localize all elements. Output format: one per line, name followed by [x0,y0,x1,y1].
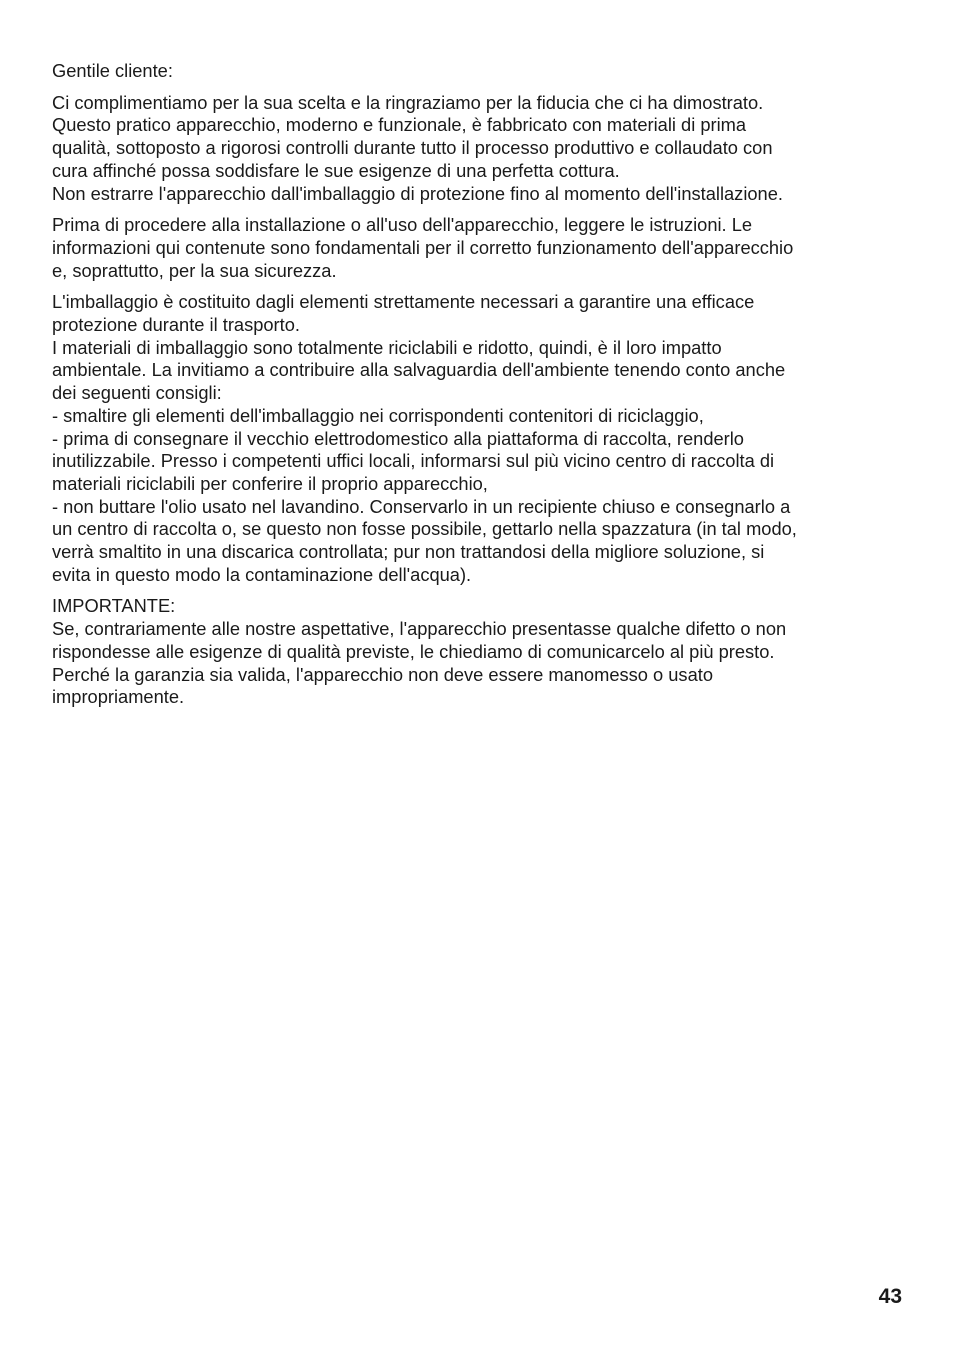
text-line: L'imballaggio è costituito dagli elementi strettamente necessari a garantire una efficace [52,291,755,313]
greeting-paragraph [52,60,912,83]
text-line: materiali riciclabili per conferire il proprio apparecchio, [52,472,488,494]
text-line: qualità, sottoposto a rigorosi controlli durante tutto il processo produttivo e collaudato con [52,137,773,159]
text-line: evita in questo modo la contaminazione dell'acqua). [52,563,472,585]
text-line: Non estrarre l'apparecchio dall'imballaggio di protezione fino al momento dell'installazione. [52,182,783,204]
text-line: Gentile cliente: [52,60,173,81]
text-line: verrà smaltito in una discarica controllata; pur non trattandosi della migliore soluzione, si [52,541,765,563]
text-line: inutilizzabile. Presso i competenti uffici locali, informarsi sul più vicino centro di raccolta di [52,450,775,472]
text-line: - smaltire gli elementi dell'imballaggio nei corrispondenti contenitori di riciclaggio, [52,404,704,426]
text-line: un centro di raccolta o, se questo non fosse possibile, gettarlo nella spazzatura (in tal modo, [52,518,797,540]
intro-paragraph [52,92,912,206]
page-number: 43 [878,1285,902,1308]
text-line: informazioni qui contenute sono fondamentali per il corretto funzionamento dell'apparecchio [52,236,794,258]
text-line: Ci complimentiamo per la sua scelta e la ringraziamo per la fiducia che ci ha dimostrato. [52,91,764,113]
text-line: e, soprattutto, per la sua sicurezza. [52,259,337,281]
important-paragraph [52,595,912,709]
text-line: ambientale. La invitiamo a contribuire alla salvaguardia dell'ambiente tenendo conto anche [52,359,786,381]
instructions-paragraph [52,214,912,282]
text-line: rispondesse alle esigenze di qualità previste, le chiediamo di comunicarcelo al più presto. [52,640,775,662]
text-line: Perché la garanzia sia valida, l'apparecchio non deve essere manomesso o usato [52,663,713,685]
text-line: protezione durante il trasporto. [52,314,300,336]
text-line: impropriamente. [52,686,185,708]
text-line: IMPORTANTE: [52,595,176,617]
text-line: Questo pratico apparecchio, moderno e funzionale, è fabbricato con materiali di prima [52,114,747,136]
text-line: cura affinché possa soddisfare le sue esigenze di una perfetta cottura. [52,159,620,181]
text-line: I materiali di imballaggio sono totalmente riciclabili e ridotto, quindi, è il loro impatto [52,336,722,358]
text-line: Se, contrariamente alle nostre aspettative, l'apparecchio presentasse qualche difetto o non [52,618,787,640]
text-line: - prima di consegnare il vecchio elettrodomestico alla piattaforma di raccolta, renderlo [52,427,744,449]
text-line: Prima di procedere alla installazione o all'uso dell'apparecchio, leggere le istruzioni. Le [52,214,753,236]
packaging-paragraph [52,291,912,586]
text-line: - non buttare l'olio usato nel lavandino. Conservarlo in un recipiente chiuso e consegnarlo a [52,495,791,517]
text-line: dei seguenti consigli: [52,382,222,404]
document-body [52,60,912,718]
